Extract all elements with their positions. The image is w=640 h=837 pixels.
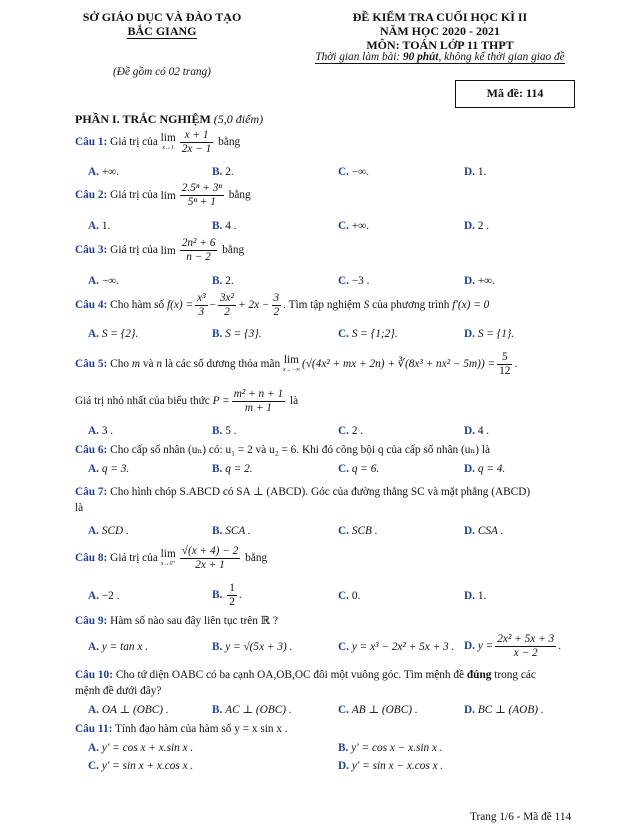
option-a[interactable]: A. 3 . <box>88 425 114 437</box>
option-d[interactable]: D. CSA . <box>464 525 504 537</box>
question-4: Câu 4: Cho hàm số f(x) = $\frac{\text{x³}}{3}$ − $\frac{\text{3x²}}{2}$ + 2x − $\frac{3}{2}$ . Tìm tập nghiệm S của phương trình f′(x) = 0 <box>75 292 490 318</box>
option-d[interactable]: D. 4 . <box>464 425 490 437</box>
option-b[interactable]: B. 2. <box>212 275 234 287</box>
department-name: SỞ GIÁO DỤC VÀ ĐÀO TẠO <box>82 10 242 24</box>
option-b[interactable]: B. 2. <box>212 166 234 178</box>
option-c[interactable]: C. −∞. <box>338 166 370 178</box>
option-a[interactable]: A. −2 . <box>88 590 120 602</box>
question-9: Câu 9: Hàm số nào sau đây liên tục trên ℝ ? <box>75 615 278 627</box>
question-2: Câu 2: Giá trị của lim $\frac{\text{2.5ⁿ + 3ⁿ}}{\text{5ⁿ + 1}}$ bằng <box>75 182 251 208</box>
option-b[interactable]: B. $\frac{1}{2}$ . <box>212 582 242 608</box>
option-c[interactable]: C. S = {1;2}. <box>338 328 398 340</box>
option-c[interactable]: C. +∞. <box>338 220 370 232</box>
question-7: Câu 7: Cho hình chóp S.ABCD có SA ⊥ (ABCD). Góc của đường thẳng SC và mặt phẳng (ABCD) <box>75 486 531 498</box>
option-c[interactable]: C. SCB . <box>338 525 378 537</box>
option-b[interactable]: B. y = √(5x + 3) . <box>212 641 293 653</box>
option-d[interactable]: D. y′ = sin x − x.cos x . <box>338 760 444 772</box>
question-7-line2: là <box>75 502 84 514</box>
question-8: Câu 8: Giá trị của lim x→0⁺ $\frac{√(x + 4) - 2}{2x + 1}$ bằng <box>75 545 268 571</box>
question-3: Câu 3: Giá trị của lim $\frac{\text{2n² + 6}}{n - 2}$ bằng <box>75 237 245 263</box>
question-1: Câu 1: Giá trị của lim x→1 $\frac{x + 1}{2x - 1}$ bằng <box>75 129 241 155</box>
option-a[interactable]: A. q = 3. <box>88 463 130 475</box>
exam-title: ĐỀ KIỂM TRA CUỐI HỌC KÌ II <box>352 10 528 24</box>
option-d[interactable]: D. 1. <box>464 590 487 602</box>
option-c[interactable]: C. q = 6. <box>338 463 380 475</box>
option-a[interactable]: A. y = tan x . <box>88 641 149 653</box>
question-5-line2: Giá trị nhỏ nhất của biểu thức P = $\frac{\text{m² + n + 1}}{m + 1}$ là <box>75 388 299 414</box>
time-note: Thời gian làm bài: 90 phút, không kể thời gian giao đề <box>315 51 565 63</box>
option-b[interactable]: B. 5 . <box>212 425 237 437</box>
option-b[interactable]: B. S = {3}. <box>212 328 262 340</box>
question-6: Câu 6: Cho cấp số nhân (uₙ) có: u₁ = 2 và u₂ = 6. Khi đó công bội q của cấp số nhân (uₙ) là <box>75 444 491 456</box>
option-d[interactable]: D. q = 4. <box>464 463 506 475</box>
option-d[interactable]: D. BC ⊥ (AOB) . <box>464 704 544 716</box>
option-d[interactable]: D. +∞. <box>464 275 496 287</box>
option-c[interactable]: C. −3 . <box>338 275 370 287</box>
question-11: Câu 11: Tính đạo hàm của hàm số y = x sin x . <box>75 723 288 735</box>
option-b[interactable]: B. y′ = cos x − x.sin x . <box>338 742 443 754</box>
question-10: Câu 10: Cho tứ diện OABC có ba cạnh OA,OB,OC đôi một vuông góc. Tìm mệnh đề đúng trong các <box>75 669 536 681</box>
option-c[interactable]: C. 0. <box>338 590 361 602</box>
subject: MÔN: TOÁN LỚP 11 THPT <box>366 38 514 52</box>
option-a[interactable]: A. SCD . <box>88 525 129 537</box>
option-c[interactable]: C. y = x³ − 2x² + 5x + 3 . <box>338 641 455 653</box>
question-10-line2: mệnh đề dưới đây? <box>75 685 162 697</box>
option-c[interactable]: C. y′ = sin x + x.cos x . <box>88 760 194 772</box>
section-title: PHẦN I. TRẮC NGHIỆM (5,0 điểm) <box>75 112 264 126</box>
option-c[interactable]: C. 2 . <box>338 425 364 437</box>
page-count-note: (Đề gồm có 02 trang) <box>113 66 211 78</box>
option-d[interactable]: D. 2 . <box>464 220 490 232</box>
option-c[interactable]: C. AB ⊥ (OBC) . <box>338 704 418 716</box>
option-b[interactable]: B. q = 2. <box>212 463 253 475</box>
option-b[interactable]: B. 4 . <box>212 220 237 232</box>
page-footer: Trang 1/6 - Mã đề 114 <box>470 811 572 823</box>
school-year: NĂM HỌC 2020 - 2021 <box>380 24 500 38</box>
option-b[interactable]: B. AC ⊥ (OBC) . <box>212 704 292 716</box>
option-a[interactable]: A. S = {2}. <box>88 328 139 340</box>
option-a[interactable]: A. +∞. <box>88 166 120 178</box>
option-b[interactable]: B. SCA . <box>212 525 251 537</box>
option-d[interactable]: D. 1. <box>464 166 487 178</box>
exam-code: Mã đề: 114 <box>486 86 544 100</box>
option-d[interactable]: D. y = $\frac{\text{2x² + 5x + 3}}{x - 2}$ . <box>464 633 562 659</box>
option-a[interactable]: A. OA ⊥ (OBC) . <box>88 704 169 716</box>
option-d[interactable]: D. S = {1}. <box>464 328 515 340</box>
question-5: Câu 5: Cho m và n là các số dương thỏa mãn lim x→−∞ (√(4x² + mx + 2n) + ∛(8x³ + nx² − 5m)) = $\frac{5}{12}$ . <box>75 351 518 377</box>
option-a[interactable]: A. −∞. <box>88 275 120 287</box>
option-a[interactable]: A. y′ = cos x + x.sin x . <box>88 742 194 754</box>
province-name: BẮC GIANG <box>127 24 197 38</box>
option-a[interactable]: A. 1. <box>88 220 111 232</box>
